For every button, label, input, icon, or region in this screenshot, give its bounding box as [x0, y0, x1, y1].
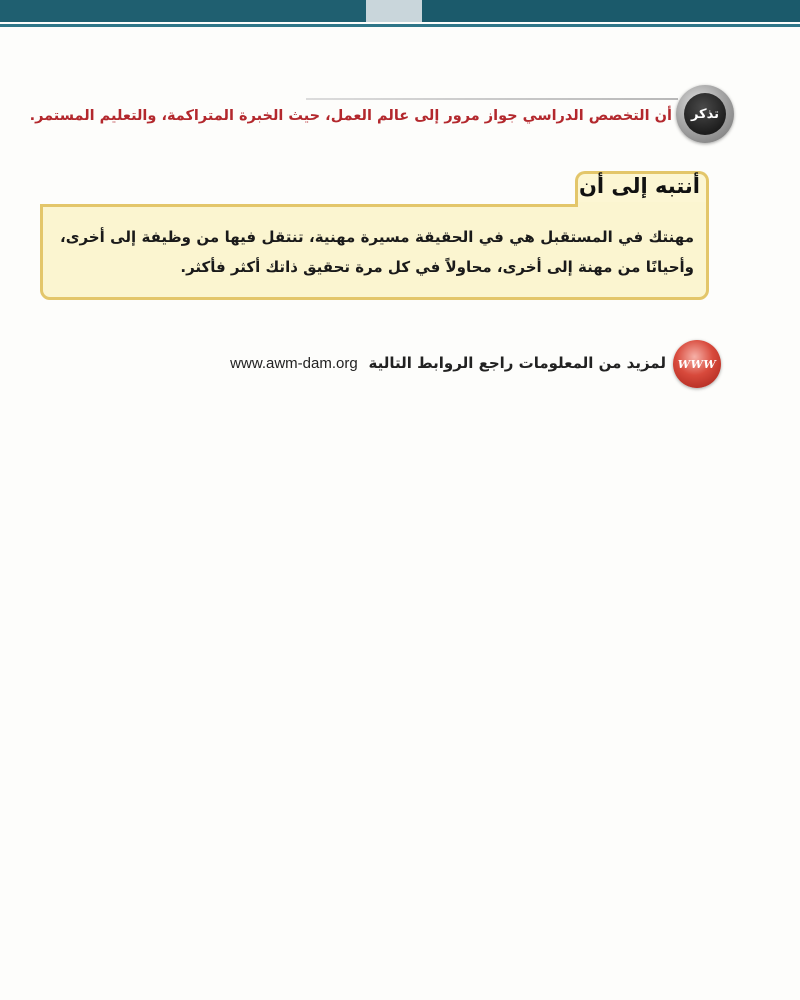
more-info-link[interactable]: www.awm-dam.org [230, 355, 358, 372]
remember-badge-label: تذكر [690, 106, 720, 122]
header-band-left [0, 0, 366, 22]
header-band-right [422, 0, 800, 22]
header-band-gap [366, 0, 422, 22]
attention-tab-join [578, 202, 706, 208]
remember-badge-inner [684, 93, 726, 135]
attention-title: أنتبه إلى أن [578, 174, 700, 198]
www-badge-label: WWW [677, 357, 717, 371]
attention-body: مهنتك في المستقبل هي في الحقيقة مسيرة مهنية، تنتقل فيها من وظيفة إلى أخرى، وأحيانًا من مهنة إلى أخرى، محاولاً في كل مرة تحقيق ذاتك أكثر فأكثر. [60, 228, 694, 276]
www-globe-icon [673, 340, 721, 388]
header-divider [0, 24, 800, 27]
more-info-label: لمزيد من المعلومات راجع الروابط التالية [368, 354, 666, 372]
remember-badge-icon [676, 85, 734, 143]
more-info-row [230, 354, 666, 372]
header-band [0, 0, 800, 22]
remember-divider [306, 98, 678, 100]
remember-text: أن التخصص الدراسي جواز مرور إلى عالم العمل، حيث الخبرة المتراكمة، والتعليم المستمر. [29, 108, 672, 124]
